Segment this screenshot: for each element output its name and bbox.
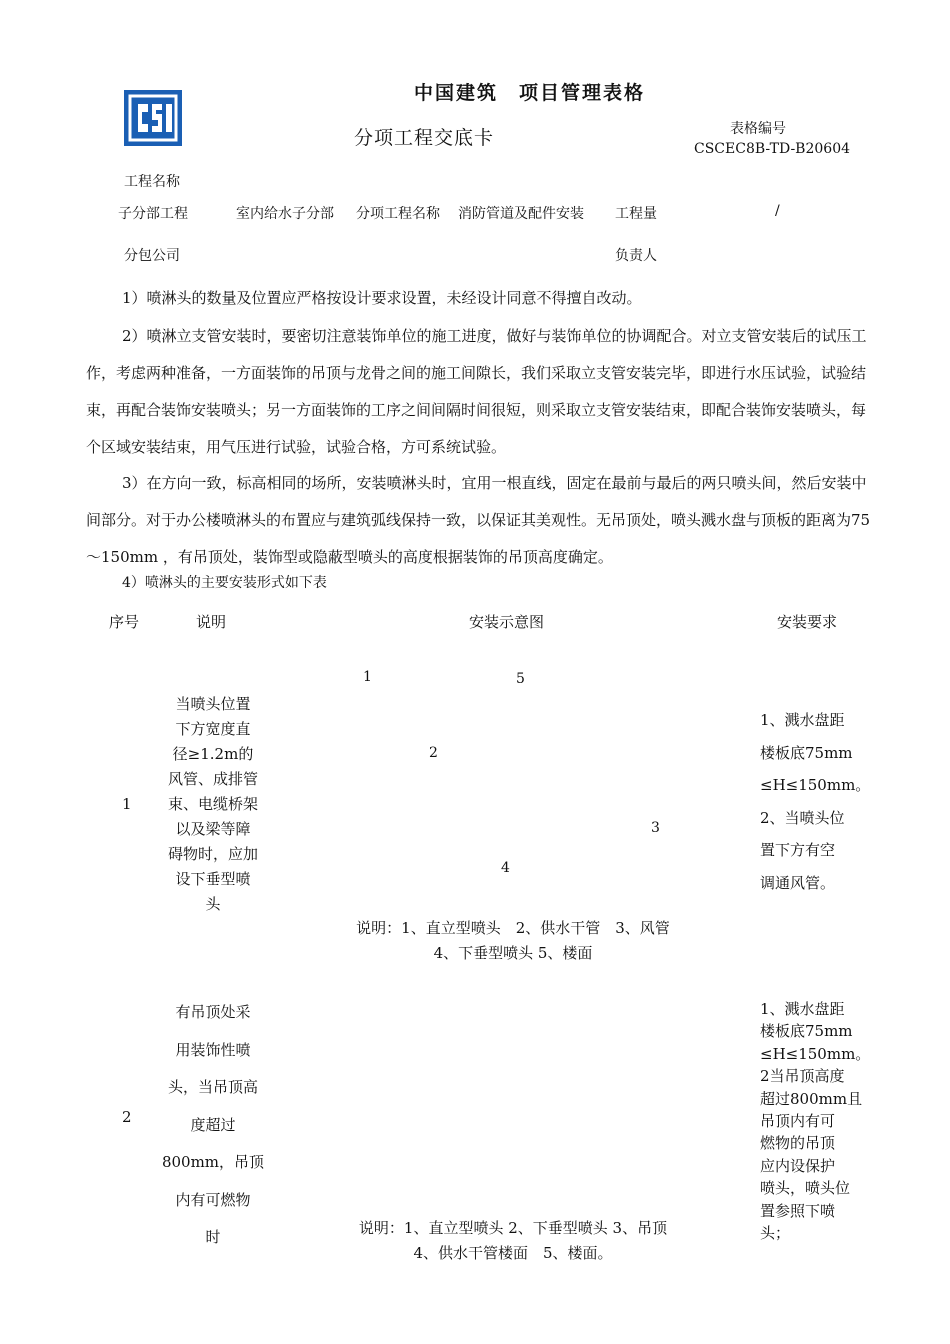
subsection-value: 室内给水子分部 bbox=[236, 206, 334, 222]
diagram-1-label-1: 1 bbox=[363, 669, 372, 685]
header-diagram: 安装示意图 bbox=[469, 613, 545, 631]
row-1-number: 1 bbox=[122, 795, 132, 813]
subsection-label: 子分部工程 bbox=[118, 206, 188, 222]
paragraph-2: 2）喷淋立支管安装时，要密切注意装饰单位的施工进度，做好与装饰单位的协调配合。对立支管安装后的试压工作，考虑两种准备，一方面装饰的吊顶与龙骨之间的施工间隙长，我们采取立支管安装完毕，即进行水压试验，试验结束，再配合装饰安装喷头；另一方面装饰的工序之间间隔时间很短，则采取立支管安装结束，即配合装饰安装喷头，每个区域安装结束，用气压进行试验，试验合格，方可系统试验。 bbox=[86, 327, 867, 456]
header-requirements: 安装要求 bbox=[777, 613, 838, 631]
company-title: 中国建筑 项目管理表格 bbox=[414, 82, 646, 104]
row-1-description: 当喷头位置 下方宽度直 径≥1.2m的 风管、成排管 束、电缆桥架 以及梁等障 碍物时，应加 设下垂型喷 头 bbox=[167, 695, 258, 913]
paragraph-3: 3）在方向一致，标高相同的场所，安装喷淋头时，宜用一根直线，固定在最前与最后的两只喷头间，然后安装中间部分。对于办公楼喷淋头的布置应与建筑弧线保持一致，以保证其美观性。无吊顶处，喷头溅水盘与顶板的距离为75～150mm ，有吊顶处，装饰型或隐蔽型喷头的高度根据装饰的吊顶高度确定。 bbox=[86, 474, 871, 566]
responsible-label: 负责人 bbox=[615, 248, 657, 264]
row-2-requirements: 1、溅水盘距 楼板底75mm ≤H≤150mm。 2当吊顶高度 超过800mm且 吊顶内有可 燃物的吊顶 应内设保护 喷头，喷头位 置参照下喷 头； bbox=[760, 1000, 871, 1243]
form-title: 分项工程交底卡 bbox=[354, 127, 495, 149]
paragraph-1: 1）喷淋头的数量及位置应严格按设计要求设置，未经设计同意不得擅自改动。 bbox=[122, 289, 642, 307]
header-no: 序号 bbox=[109, 613, 140, 631]
form-number: CSCEC8B-TD-B20604 bbox=[694, 141, 851, 157]
row-2-diagram-caption: 说明：1、直立型喷头 2、下垂型喷头 3、吊顶 4、供水干管楼面 5、楼面。 bbox=[358, 1219, 668, 1262]
row-1-requirements: 1、溅水盘距 楼板底75mm ≤H≤150mm。 2、当喷头位 置下方有空 调通风管。 bbox=[760, 711, 871, 892]
diagram-1-label-5: 5 bbox=[516, 671, 525, 687]
header-desc: 说明 bbox=[196, 613, 227, 631]
row-2-number: 2 bbox=[122, 1108, 132, 1126]
diagram-1-label-3: 3 bbox=[651, 820, 660, 836]
diagram-1-label-2: 2 bbox=[429, 745, 438, 761]
quantity-value: / bbox=[775, 203, 780, 219]
row-2-description: 有吊顶处采 用装饰性喷 头，当吊顶高 度超过 800mm，吊顶 内有可燃物 时 bbox=[161, 1003, 265, 1246]
project-name-label: 工程名称 bbox=[124, 174, 180, 190]
item-name-value: 消防管道及配件安装 bbox=[458, 206, 584, 222]
subcontractor-label: 分包公司 bbox=[124, 248, 180, 264]
row-1-diagram-caption: 说明：1、直立型喷头 2、供水干管 3、风管 4、下垂型喷头 5、楼面 bbox=[356, 919, 670, 962]
table-intro: 4）喷淋头的主要安装形式如下表 bbox=[122, 575, 327, 591]
diagram-1-label-4: 4 bbox=[501, 860, 510, 876]
quantity-label: 工程量 bbox=[615, 206, 657, 222]
item-name-label: 分项工程名称 bbox=[356, 206, 440, 222]
form-number-label: 表格编号 bbox=[730, 121, 786, 137]
cscec-logo bbox=[124, 90, 182, 146]
